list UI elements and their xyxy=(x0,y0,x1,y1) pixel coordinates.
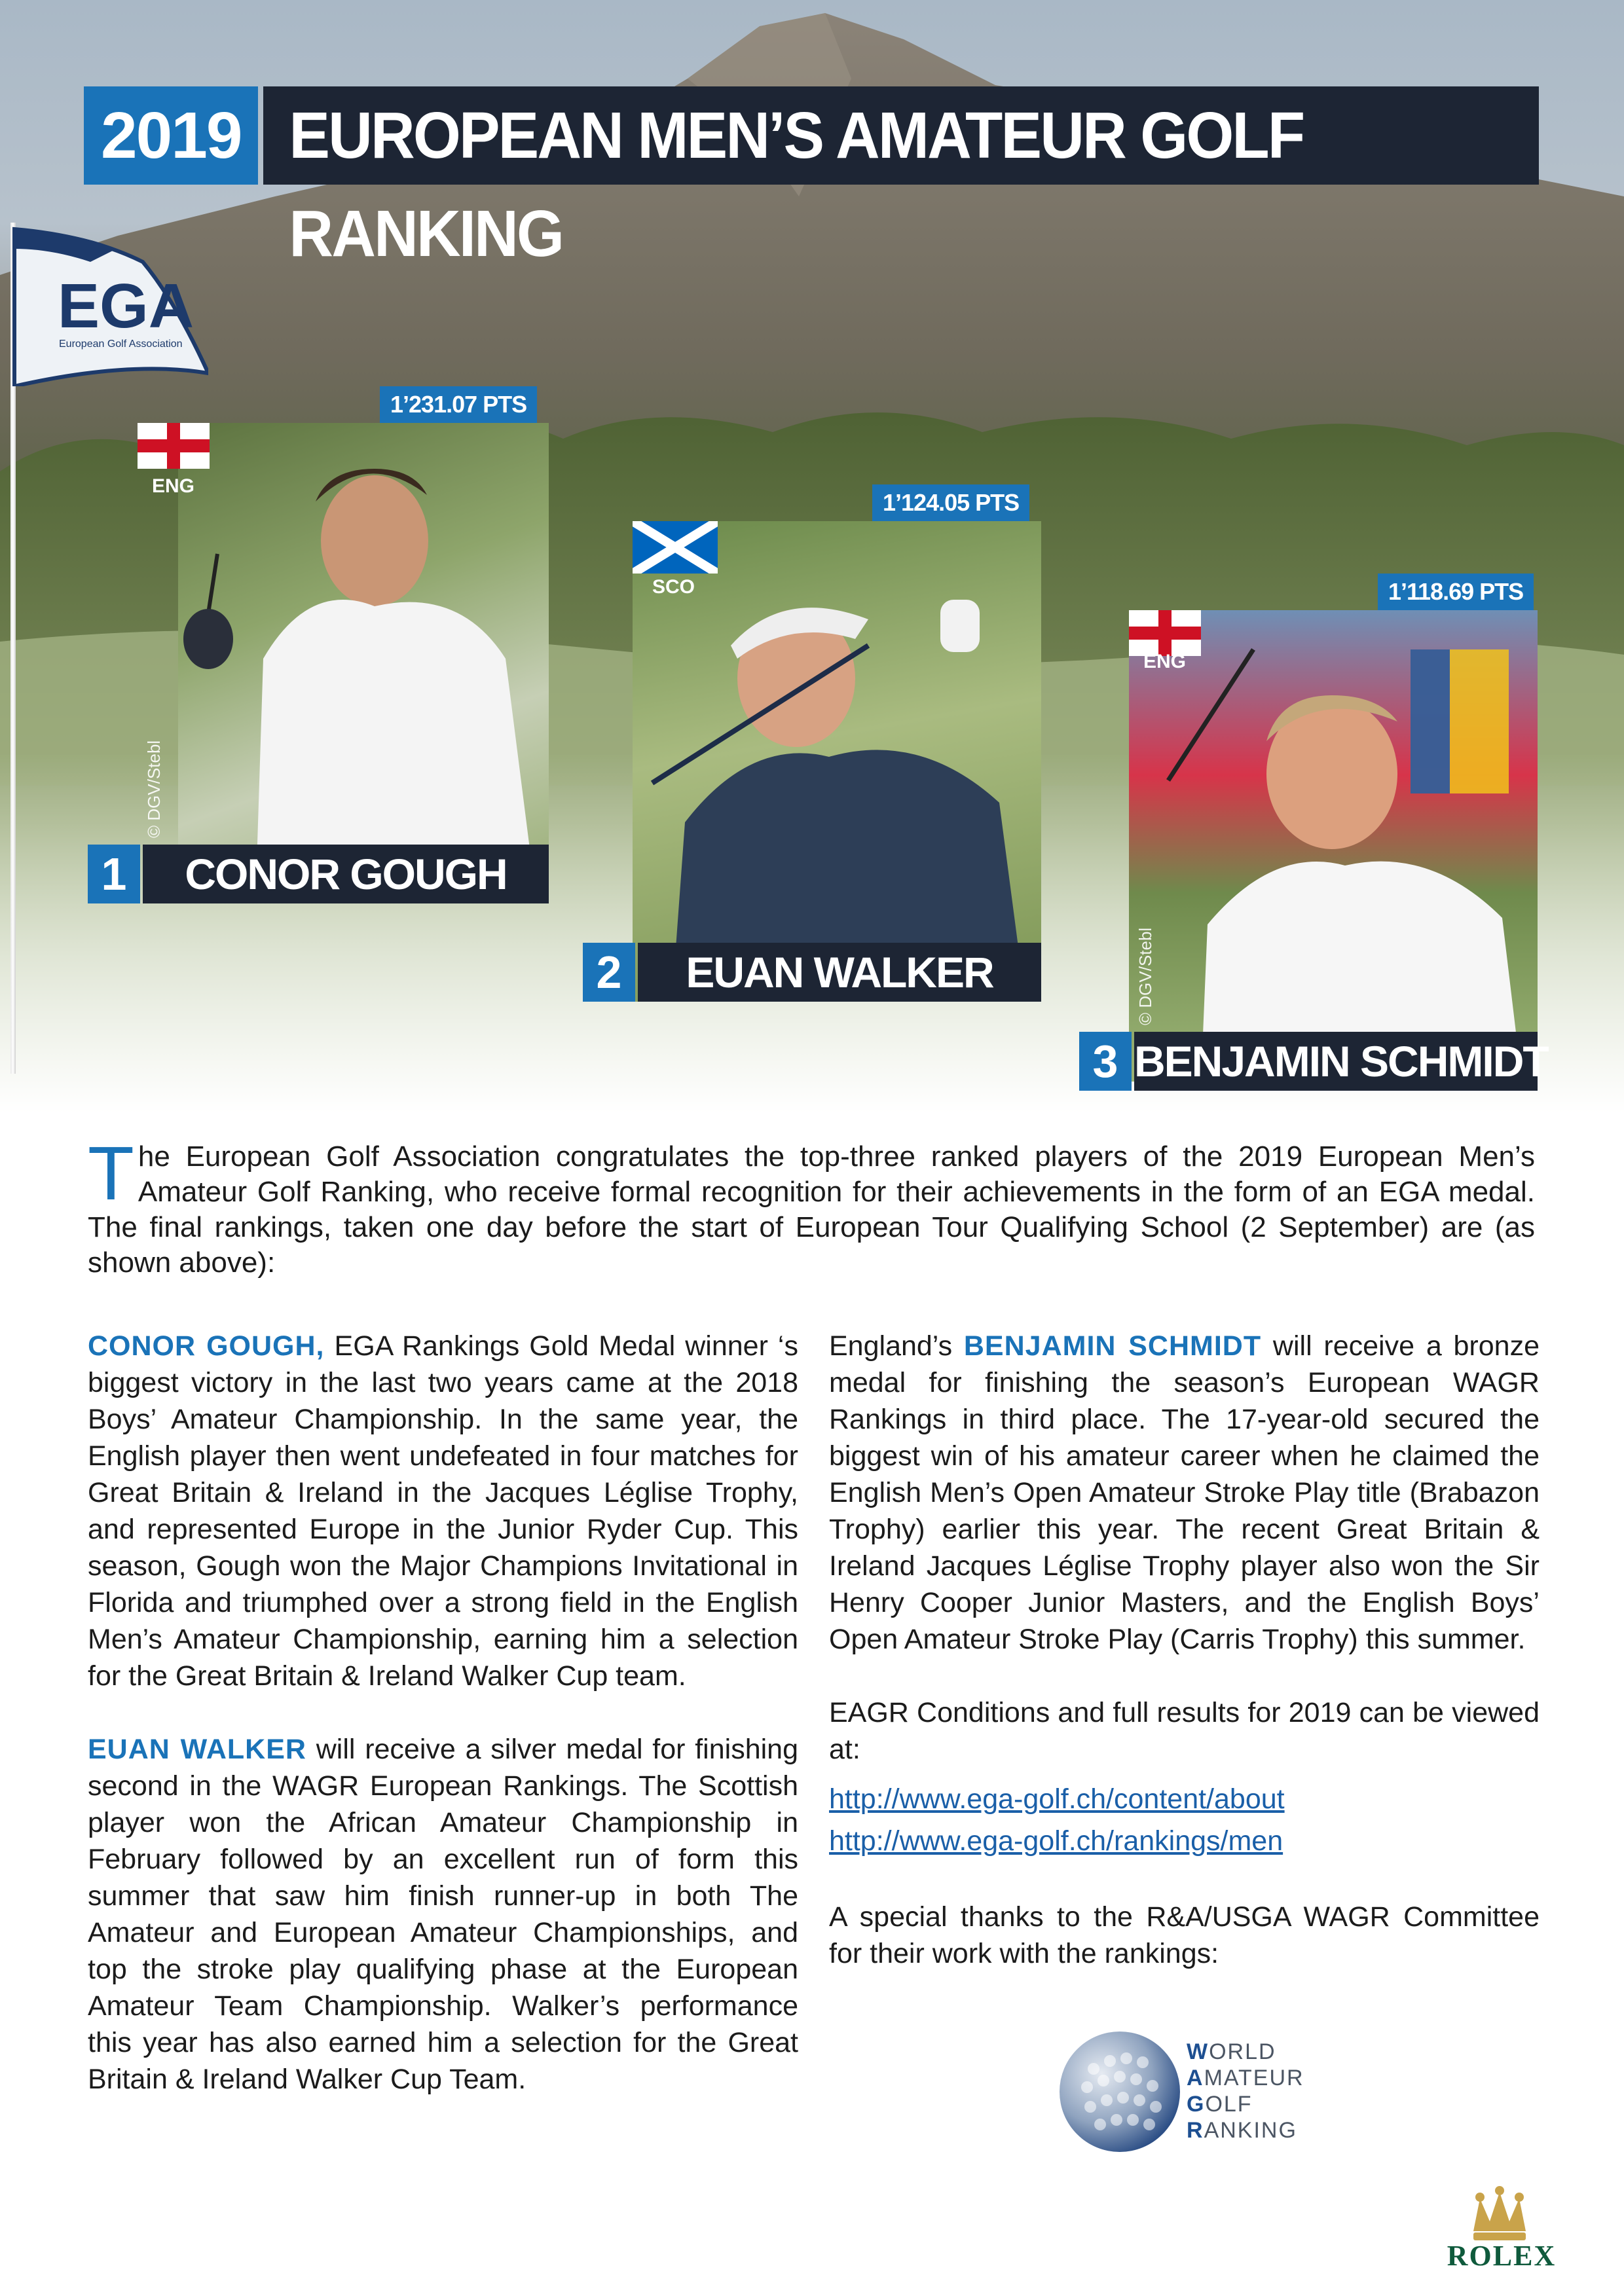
player-points: 1’124.05 PTS xyxy=(872,484,1029,521)
thanks-text: A special thanks to the R&A/USGA WAGR Committee for their work with the rankings: xyxy=(829,1901,1540,1969)
schmidt-text: will receive a bronze medal for finishing the season’s European WAGR Rankings in third place. The 17-year-old secured the biggest win of his amateur career when he claimed the English Men’s Open Amateur Stroke Play title (Brabazon Trophy) earlier this year. The recent Great Britain & Ireland Jacques Léglise Trophy player also won the Sir Henry Cooper Junior Masters, and the English Boys’ Open Amateur Stroke Play (Carris Trophy) this summer. xyxy=(829,1330,1540,1655)
photo-credit: © DGV/Stebl xyxy=(144,740,164,838)
link-about[interactable]: http://www.ega-golf.ch/content/about xyxy=(829,1783,1285,1815)
england-flag-icon xyxy=(138,423,210,469)
results-links xyxy=(829,1778,1540,1862)
walker-name: EUAN WALKER xyxy=(88,1734,306,1765)
schmidt-paragraph xyxy=(829,1328,1540,1658)
results-text: EAGR Conditions and full results for 2019 can be viewed at: xyxy=(829,1697,1540,1765)
walker-text: will receive a silver medal for finishing second in the WAGR European Rankings. The Scottish player won the African Amateur Championship in February followed by an excellent run of form this summer that saw him finish runner-up in both The Amateur and European Amateur Championships, and top the stroke play qualifying phase at the European Amateur Team Championship. Walker’s performance this year has also earned him a selection for the Great Britain & Ireland Walker Cup Team. xyxy=(88,1734,798,2095)
wagr-line-4: RANKING xyxy=(1187,2118,1297,2143)
schmidt-name: BENJAMIN SCHMIDT xyxy=(963,1330,1262,1362)
wagr-line-2: AMATEUR xyxy=(1187,2066,1304,2090)
ega-flag xyxy=(12,223,208,386)
player-photo xyxy=(178,423,549,864)
england-flag-icon xyxy=(1129,610,1201,656)
player-rank: 1 xyxy=(88,845,140,903)
ega-flag-caption: European Golf Association xyxy=(59,338,183,350)
player-country: ENG xyxy=(152,475,195,497)
wagr-line-3: GOLF xyxy=(1187,2092,1253,2117)
player-photo xyxy=(1129,610,1538,1082)
dropcap: T xyxy=(88,1131,134,1216)
player-country: ENG xyxy=(1143,651,1187,672)
ega-flag-letters: EGA xyxy=(58,271,194,341)
wagr-line-1: WORLD xyxy=(1187,2039,1276,2064)
player-name: CONOR GOUGH xyxy=(143,845,549,903)
golfer-silhouette xyxy=(178,423,549,864)
schmidt-prefix: England’s xyxy=(829,1330,964,1362)
right-column xyxy=(829,1328,1540,2009)
page-title xyxy=(84,86,1624,270)
thanks-paragraph xyxy=(829,1899,1540,1972)
gough-name: CONOR GOUGH, xyxy=(88,1330,325,1362)
player-name: BENJAMIN SCHMIDT xyxy=(1134,1032,1538,1091)
gough-paragraph xyxy=(88,1328,798,1694)
intro-text: he European Golf Association congratulates the top-three ranked players of the 2019 European Men’s Amateur Golf Ranking, who receive formal recognition for their achievements in the form of an EGA medal. The final rankings, taken one day before the start of European Tour Qualifying School (2 September) are (as shown above): xyxy=(88,1140,1535,1279)
player-country: SCO xyxy=(652,576,695,598)
article-body xyxy=(88,1131,1535,1281)
gough-text: EGA Rankings Gold Medal winner ‘s biggest victory in the last two years came at the 2018 Boys’ Amateur Championship. In the same year, the English player then went undefeated in four matches for Great Britain & Ireland in the Jacques Léglise Trophy, and represented Europe in the Junior Ryder Cup. This season, Gough won the Major Champions Invitational in Florida and triumphed over a strong field in the English Men’s Amateur Championship, earning him a selection for the Great Britain & Ireland Walker Cup team. xyxy=(88,1330,798,1692)
walker-paragraph xyxy=(88,1731,798,2098)
title-text: EUROPEAN MEN’S AMATEUR GOLF RANKING xyxy=(263,86,1539,185)
wagr-logo-text xyxy=(1187,2039,1304,2143)
intro-paragraph xyxy=(88,1131,1535,1281)
player-rank: 3 xyxy=(1079,1032,1132,1091)
left-column xyxy=(88,1328,798,2134)
player-name: EUAN WALKER xyxy=(638,943,1041,1002)
player-points: 1’118.69 PTS xyxy=(1378,574,1534,610)
link-rankings[interactable]: http://www.ega-golf.ch/rankings/men xyxy=(829,1825,1283,1857)
rolex-wordmark: ROLEX xyxy=(1447,2240,1557,2272)
title-year: 2019 xyxy=(84,86,258,185)
photo-credit: © DGV/Stebl xyxy=(1135,927,1155,1025)
player-rank: 2 xyxy=(583,943,635,1002)
scotland-flag-icon xyxy=(633,521,718,574)
results-paragraph xyxy=(829,1694,1540,1768)
golfer-silhouette xyxy=(1129,610,1538,1082)
player-points: 1’231.07 PTS xyxy=(380,386,537,423)
